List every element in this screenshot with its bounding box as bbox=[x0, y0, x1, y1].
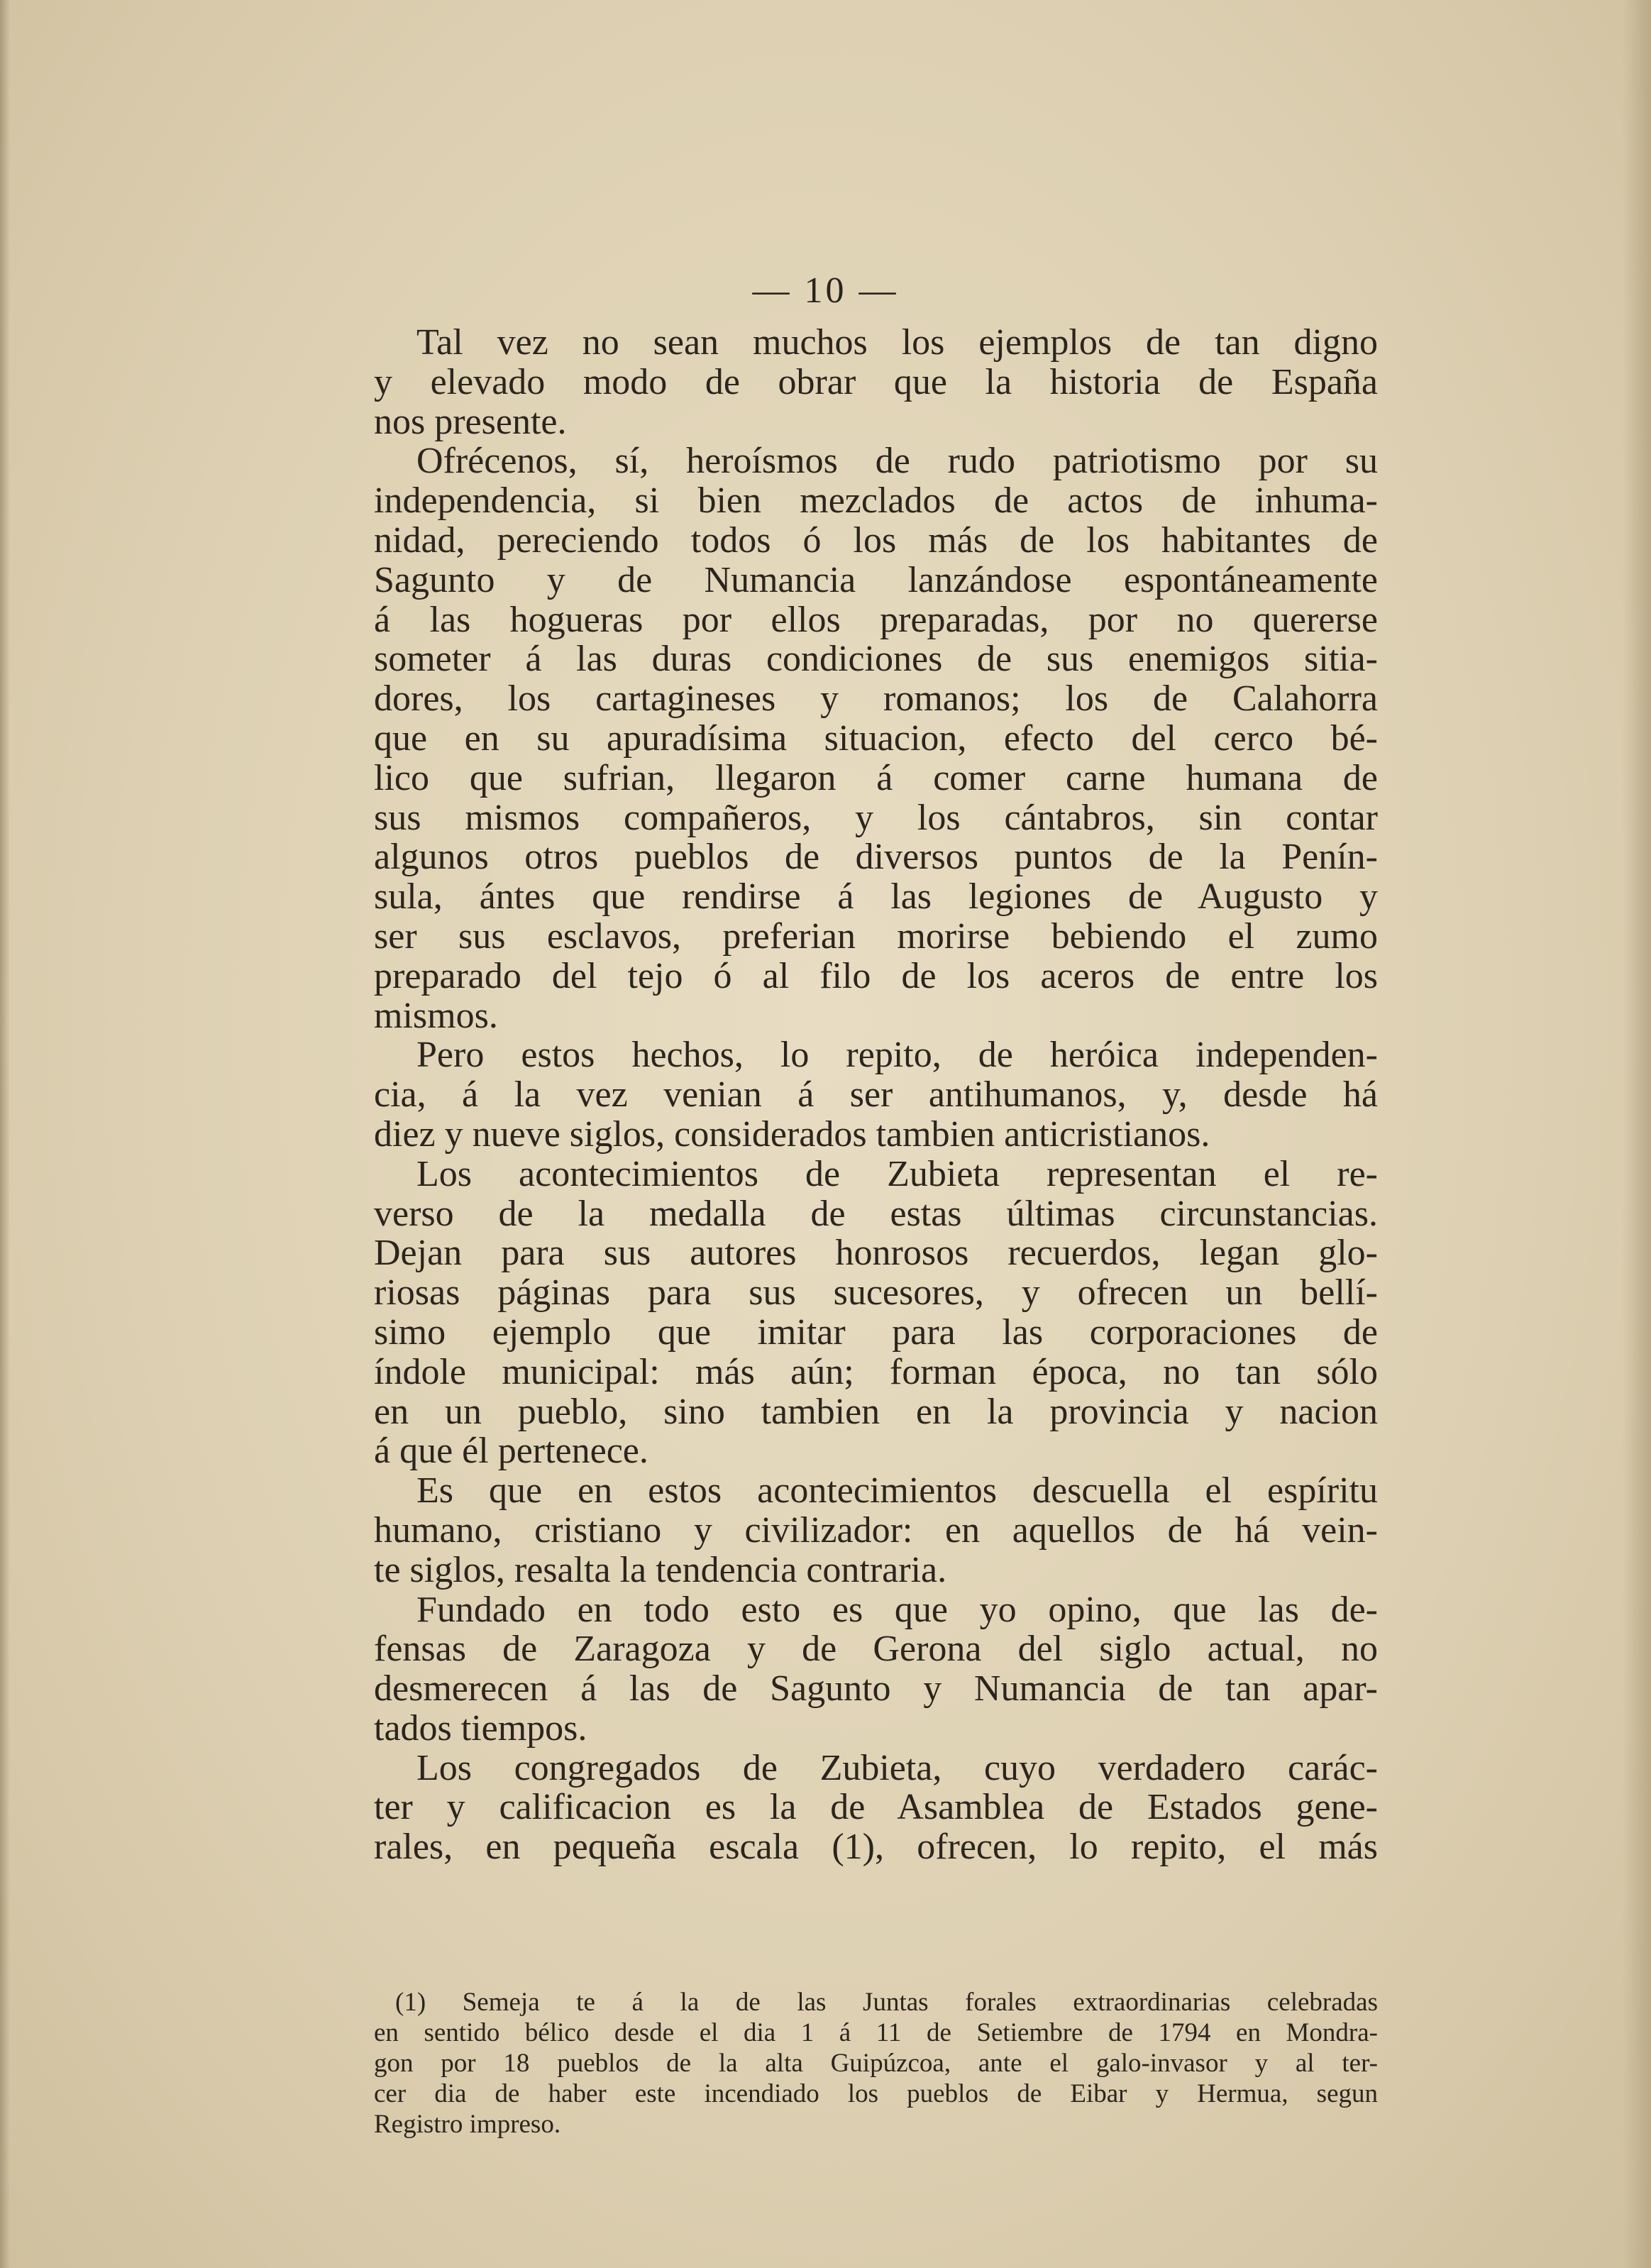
page-edge-right bbox=[1623, 0, 1651, 2268]
text-line: independencia, si bien mezclados de actos de inhuma- bbox=[374, 480, 1378, 522]
text-line: índole municipal: más aún; forman época, no tan sólo bbox=[374, 1351, 1378, 1392]
text-line: ser sus esclavos, preferian morirse bebiendo el zumo bbox=[374, 915, 1378, 957]
text-line: humano, cristiano y civilizador: en aquellos de há vein- bbox=[374, 1509, 1378, 1551]
text-line: Dejan para sus autores honrosos recuerdos, legan glo- bbox=[374, 1233, 1378, 1274]
text-line: nos presente. bbox=[374, 401, 567, 442]
text-line: ter y calificacion es la de Asamblea de Estados gene- bbox=[374, 1787, 1378, 1828]
text-line: fensas de Zaragoza y de Gerona del siglo actual, no bbox=[374, 1629, 1378, 1670]
text-line: Fundado en todo esto es que yo opino, que las de- bbox=[416, 1589, 1378, 1630]
text-line: algunos otros pueblos de diversos puntos de la Penín- bbox=[374, 837, 1378, 878]
text-line: someter á las duras condiciones de sus enemigos sitia- bbox=[374, 639, 1378, 680]
text-line: lico que sufrian, llegaron á comer carne humana de bbox=[374, 757, 1378, 798]
text-line: desmerecen á las de Sagunto y Numancia de tan apar- bbox=[374, 1668, 1378, 1710]
text-line: Pero estos hechos, lo repito, de heróica independen- bbox=[416, 1035, 1378, 1076]
text-line: y elevado modo de obrar que la historia de España bbox=[374, 361, 1378, 402]
text-line: Los acontecimientos de Zubieta representan el re- bbox=[416, 1153, 1378, 1194]
text-line: rales, en pequeña escala (1), ofrecen, lo repito, el más bbox=[374, 1827, 1378, 1868]
text-line: que en su apuradísima situacion, efecto del cerco bé- bbox=[374, 717, 1378, 759]
text-line: cia, á la vez venian á ser antihumanos, y, desde há bbox=[374, 1074, 1378, 1116]
text-line: nidad, pereciendo todos ó los más de los habitantes de bbox=[374, 519, 1378, 561]
footnote-line: gon por 18 pueblos de la alta Guipúzcoa, ante el galo-invasor y al ter- bbox=[374, 2049, 1378, 2078]
footnote-line: en sentido bélico desde el dia 1 á 11 de Setiembre de 1794 en Mondra- bbox=[374, 2018, 1378, 2047]
text-line: dores, los cartagineses y romanos; los de Calahorra bbox=[374, 678, 1378, 720]
text-line: Sagunto y de Numancia lanzándose espontáneamente bbox=[374, 559, 1378, 600]
text-line: te siglos, resalta la tendencia contraria. bbox=[374, 1549, 947, 1590]
text-line: en un pueblo, sino tambien en la provincia y nacion bbox=[374, 1391, 1378, 1432]
text-line: á las hogueras por ellos preparadas, por no quererse bbox=[374, 599, 1378, 640]
text-line: Ofrécenos, sí, heroísmos de rudo patriotismo por su bbox=[416, 441, 1378, 482]
text-line: verso de la medalla de estas últimas circunstancias. bbox=[374, 1193, 1378, 1234]
text-line: Es que en estos acontecimientos descuella el espíritu bbox=[416, 1470, 1378, 1512]
text-line: Los congregados de Zubieta, cuyo verdadero carác- bbox=[416, 1747, 1378, 1788]
text-line: sula, ántes que rendirse á las legiones de Augusto y bbox=[374, 876, 1378, 918]
page-edge-left bbox=[0, 0, 10, 2268]
text-line: preparado del tejo ó al filo de los aceros de entre los bbox=[374, 955, 1378, 996]
text-line: Tal vez no sean muchos los ejemplos de tan digno bbox=[416, 322, 1378, 363]
footnote bbox=[374, 1987, 1378, 2140]
text-line: mismos. bbox=[374, 995, 498, 1036]
text-line: riosas páginas para sus sucesores, y ofrecen un bellí- bbox=[374, 1272, 1378, 1314]
text-line: á que él pertenece. bbox=[374, 1431, 648, 1472]
text-line: sus mismos compañeros, y los cántabros, sin contar bbox=[374, 797, 1378, 838]
page-number: — 10 — bbox=[752, 270, 899, 311]
text-line: tados tiempos. bbox=[374, 1707, 587, 1749]
footnote-line: Registro impreso. bbox=[374, 2110, 561, 2139]
footnote-line: cer dia de haber este incendiado los pueblos de Eibar y Hermua, segun bbox=[374, 2079, 1378, 2108]
footnote-line: (1) Semeja te á la de las Juntas forales extraordinarias celebradas bbox=[395, 1988, 1378, 2017]
text-line: diez y nueve siglos, considerados tambien anticristianos. bbox=[374, 1113, 1210, 1155]
text-line: simo ejemplo que imitar para las corporaciones de bbox=[374, 1311, 1378, 1353]
body-text bbox=[374, 323, 1378, 1867]
